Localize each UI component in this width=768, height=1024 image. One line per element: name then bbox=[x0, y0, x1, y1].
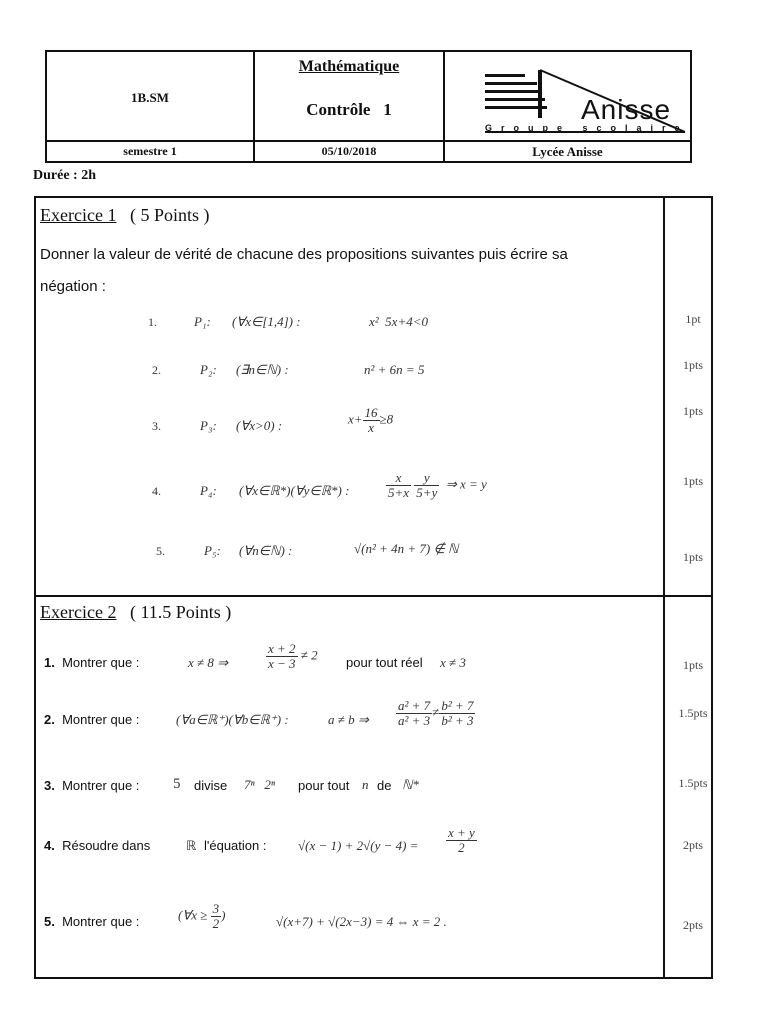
proposition-expression: √(n² + 4n + 7) ∉ ℕ bbox=[354, 541, 459, 556]
exam-label: Contrôle 1 bbox=[306, 100, 392, 119]
item-points: 1pt bbox=[685, 312, 701, 326]
subject-label: Mathématique bbox=[298, 58, 400, 75]
exercise-1-heading bbox=[40, 205, 209, 226]
item-points: 2pts bbox=[682, 838, 703, 852]
expr-part: ) bbox=[221, 907, 226, 923]
expr-part: ⇒ x = y bbox=[445, 476, 487, 492]
question-4-equation: √(x − 1) + 2√(y − 4) = bbox=[298, 838, 419, 853]
proposition-quantifier: (∀n∈ℕ) : bbox=[239, 543, 293, 558]
proposition-expression bbox=[348, 406, 393, 435]
question-number: 1. bbox=[44, 655, 55, 670]
fraction-denominator: x bbox=[368, 420, 374, 435]
proposition-expression: n² + 6n = 5 bbox=[364, 362, 425, 377]
proposition-label: P₁: bbox=[194, 314, 211, 329]
expr-part: (∀x ≥ bbox=[178, 907, 208, 923]
school-logo bbox=[445, 52, 690, 140]
exercise-divider bbox=[36, 595, 711, 597]
logo-name: Anisse bbox=[581, 94, 672, 125]
fraction-denominator: 2 bbox=[458, 840, 465, 855]
exercise-1-title: Exercice 1 bbox=[40, 205, 117, 225]
question-number: 2. bbox=[44, 712, 55, 727]
question-2-fractions bbox=[396, 699, 475, 728]
question-1 bbox=[44, 655, 139, 670]
question-5-quantifier bbox=[178, 902, 225, 931]
item-points: 1pts bbox=[682, 658, 703, 672]
fraction-denominator: a² + 3 bbox=[398, 713, 431, 728]
proposition-label: P₅: bbox=[204, 543, 221, 558]
semester-label: semestre 1 bbox=[123, 144, 177, 158]
item-points: 1pts bbox=[682, 358, 703, 372]
question-5-equation: √(x+7) + √(2x−3) = 4 ⇔ x = 2 . bbox=[276, 914, 447, 929]
question-number: 5. bbox=[44, 914, 55, 929]
item-points: 1pts bbox=[682, 550, 703, 564]
question-2-math: a ≠ b ⇒ bbox=[328, 712, 369, 727]
question-2-quantifier: (∀a∈ℝ⁺)(∀b∈ℝ⁺) : bbox=[176, 712, 289, 727]
question-text: Montrer que : bbox=[62, 655, 140, 670]
question-3 bbox=[44, 778, 139, 793]
expr-part: ≠ bbox=[432, 704, 440, 720]
item-number: 2. bbox=[152, 363, 161, 377]
question-text: Montrer que : bbox=[62, 914, 140, 929]
item-points: 1pts bbox=[682, 404, 703, 418]
logo-subtitle: Groupe scolaire bbox=[485, 123, 689, 133]
fraction-numerator: 16 bbox=[364, 405, 378, 420]
exercise-2-heading bbox=[40, 602, 231, 623]
question-text: Montrer que : bbox=[62, 712, 140, 727]
exam-body bbox=[34, 196, 713, 979]
proposition-expression: x² 5x+4<0 bbox=[369, 314, 428, 329]
expr-part: ≥8 bbox=[379, 411, 394, 427]
header-table bbox=[45, 50, 692, 163]
proposition-label: P₂: bbox=[200, 362, 217, 377]
exercise-1-intro-line1: Donner la valeur de vérité de chacune des propositions suivantes puis écrire sa bbox=[40, 246, 568, 263]
item-points: 1.5pts bbox=[678, 706, 708, 720]
question-4 bbox=[44, 838, 150, 853]
duration-label: Durée : 2h bbox=[33, 168, 96, 183]
proposition-quantifier: (∀x>0) : bbox=[236, 418, 283, 433]
exercise-2-title: Exercice 2 bbox=[40, 602, 117, 622]
item-number: 1. bbox=[148, 315, 157, 329]
item-number: 3. bbox=[152, 419, 161, 433]
proposition-expression bbox=[386, 471, 487, 500]
fraction-denominator: 5+y bbox=[416, 485, 438, 500]
fraction-denominator: b² + 3 bbox=[441, 713, 474, 728]
question-1-fraction bbox=[266, 642, 318, 671]
proposition-label: P₄: bbox=[200, 483, 217, 498]
question-3-text2: divise bbox=[194, 778, 228, 793]
question-3-text3: pour tout bbox=[298, 778, 350, 793]
fraction-numerator: x bbox=[386, 471, 411, 486]
fraction-numerator: a² + 7 bbox=[398, 698, 431, 713]
fraction-numerator: 3 bbox=[212, 901, 220, 916]
question-number: 4. bbox=[44, 838, 55, 853]
class-label: 1B.SM bbox=[131, 90, 169, 105]
expr-part: x+ bbox=[348, 411, 363, 427]
fraction-numerator: x + y bbox=[448, 825, 475, 840]
fraction-denominator: 5+x bbox=[388, 485, 410, 500]
fraction-denominator: 2 bbox=[212, 916, 220, 931]
question-4-math: ℝ bbox=[186, 838, 197, 853]
question-3-math: 5 bbox=[173, 776, 181, 792]
proposition-label: P₃: bbox=[200, 418, 217, 433]
school-label: Lycée Anisse bbox=[532, 144, 603, 159]
item-points: 1pts bbox=[682, 474, 703, 488]
fraction-denominator: x − 3 bbox=[268, 656, 296, 671]
question-3-math2: 7ⁿ 2ⁿ bbox=[244, 777, 275, 792]
item-points: 2pts bbox=[682, 918, 703, 932]
question-1-math2: x ≠ 3 bbox=[440, 655, 466, 670]
fraction-numerator: y bbox=[414, 471, 439, 486]
item-points: 1.5pts bbox=[678, 776, 708, 790]
question-3-math4: ℕ* bbox=[402, 777, 419, 792]
exercise-1-points: ( 5 Points ) bbox=[129, 205, 210, 225]
question-5 bbox=[44, 914, 139, 929]
question-4-fraction bbox=[446, 826, 477, 855]
question-text: Montrer que : bbox=[62, 778, 140, 793]
fraction-numerator: x + 2 bbox=[268, 641, 296, 656]
item-number: 4. bbox=[152, 484, 161, 498]
item-number: 5. bbox=[156, 544, 165, 558]
question-text: Résoudre dans bbox=[62, 838, 151, 853]
exercise-2-points: ( 11.5 Points ) bbox=[129, 602, 232, 622]
expr-part: ≠ 2 bbox=[300, 647, 318, 663]
fraction-numerator: b² + 7 bbox=[441, 698, 474, 713]
question-2 bbox=[44, 712, 139, 727]
date-label: 05/10/2018 bbox=[321, 144, 377, 158]
question-4-text2: l'équation : bbox=[204, 838, 267, 853]
question-1-text2: pour tout réel bbox=[346, 655, 423, 670]
exercise-1-intro-line2: négation : bbox=[40, 278, 106, 295]
proposition-quantifier: (∀x∈ℝ*)(∀y∈ℝ*) : bbox=[239, 483, 350, 498]
header-divider bbox=[47, 140, 690, 142]
question-3-math3: n bbox=[362, 777, 369, 792]
question-1-math: x ≠ 8 ⇒ bbox=[188, 655, 229, 670]
proposition-quantifier: (∀x∈[1,4]) : bbox=[232, 314, 301, 329]
question-number: 3. bbox=[44, 778, 55, 793]
question-3-text4: de bbox=[377, 778, 392, 793]
proposition-quantifier: (∃n∈ℕ) : bbox=[236, 362, 289, 377]
